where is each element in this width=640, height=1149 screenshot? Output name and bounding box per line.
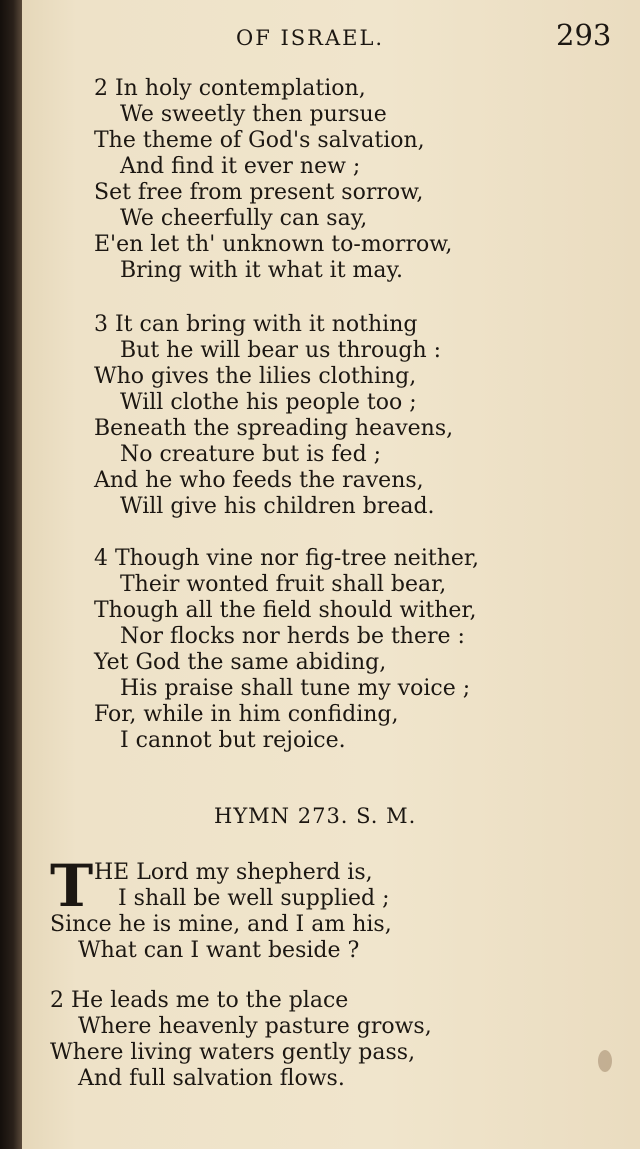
- verse-line: Where heavenly pasture grows,: [78, 1014, 432, 1039]
- verse-line: What can I want beside ?: [78, 938, 360, 963]
- verse-line: HE Lord my shepherd is,: [94, 860, 373, 885]
- verse-line: E'en let th' unknown to-morrow,: [94, 232, 453, 257]
- verse-line: 2 In holy contemplation,: [94, 76, 366, 101]
- verse-line: Though all the field should wither,: [94, 598, 477, 623]
- drop-cap-letter: T: [50, 852, 94, 920]
- book-spine-edge: [0, 0, 22, 1149]
- verse-line: The theme of God's salvation,: [94, 128, 425, 153]
- verse-line: We sweetly then pursue: [120, 102, 387, 127]
- verse-line: Who gives the lilies clothing,: [94, 364, 417, 389]
- verse-line: Beneath the spreading heavens,: [94, 416, 454, 441]
- verse-line: 2 He leads me to the place: [50, 988, 349, 1013]
- verse-line: And he who feeds the ravens,: [94, 468, 424, 493]
- verse-line: 4 Though vine nor fig-tree neither,: [94, 546, 479, 571]
- verse-line: Yet God the same abiding,: [94, 650, 387, 675]
- verse-line: Their wonted fruit shall bear,: [120, 572, 447, 597]
- verse-line: 3 It can bring with it nothing: [94, 312, 418, 337]
- verse-line: His praise shall tune my voice ;: [120, 676, 471, 701]
- verse-line: Bring with it what it may.: [120, 258, 404, 283]
- verse-line: Since he is mine, and I am his,: [50, 912, 392, 937]
- verse-line: I cannot but rejoice.: [120, 728, 346, 753]
- verse-line: Set free from present sorrow,: [94, 180, 424, 205]
- verse-line: Where living waters gently pass,: [50, 1040, 416, 1065]
- verse-line: And full salvation flows.: [78, 1066, 345, 1091]
- verse-line: But he will bear us through :: [120, 338, 442, 363]
- verse-line: I shall be well supplied ;: [118, 886, 390, 911]
- verse-line: No creature but is fed ;: [120, 442, 382, 467]
- verse-line: Will clothe his people too ;: [120, 390, 417, 415]
- page-number: 293: [556, 18, 612, 52]
- running-title: OF ISRAEL.: [236, 26, 385, 50]
- hymn-title: HYMN 273. S. M.: [214, 804, 417, 828]
- verse-line: Will give his children bread.: [120, 494, 435, 519]
- verse-line: And find it ever new ;: [120, 154, 361, 179]
- verse-line: For, while in him confiding,: [94, 702, 399, 727]
- paper-stain: [598, 1050, 612, 1072]
- verse-line: Nor flocks nor herds be there :: [120, 624, 465, 649]
- verse-line: We cheerfully can say,: [120, 206, 368, 231]
